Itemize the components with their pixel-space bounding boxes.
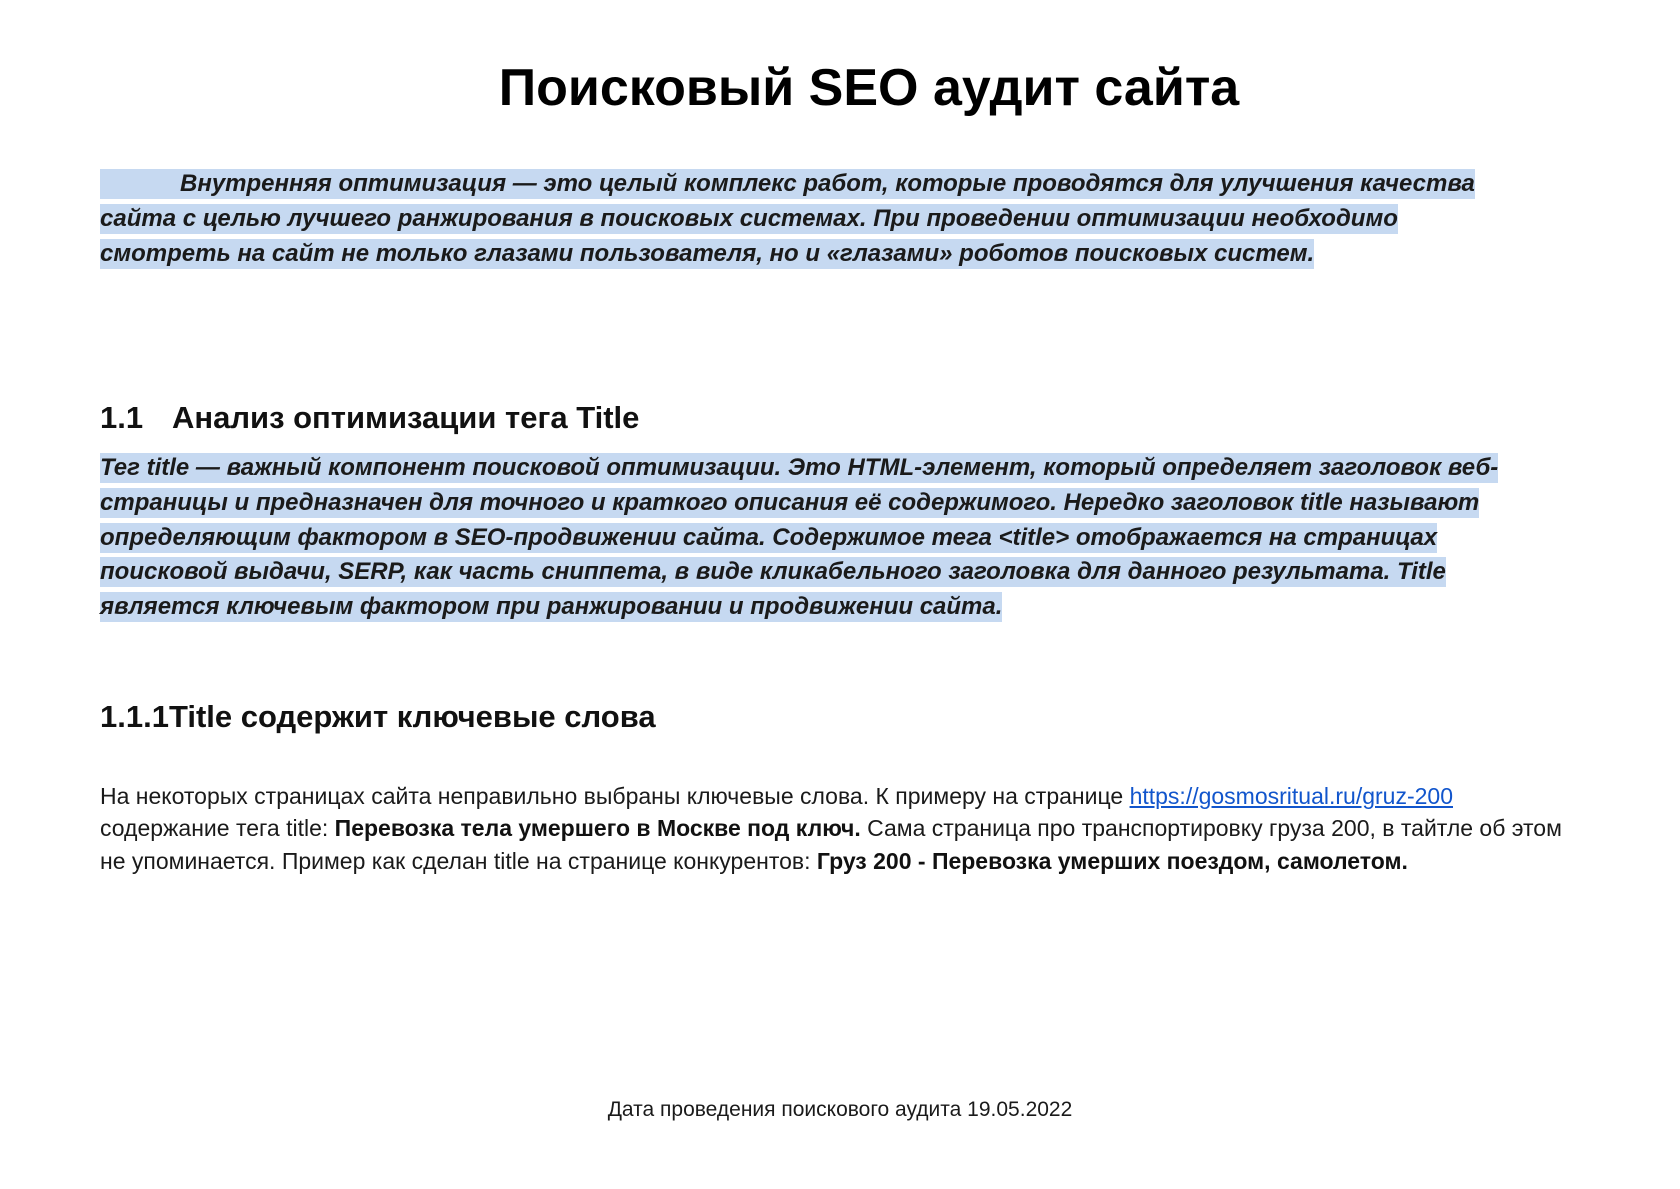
title-tag-description[interactable] — [100, 451, 1550, 625]
competitor-title-example: Груз 200 - Перевозка умерших поездом, самолетом. — [816, 847, 1408, 874]
keywords-finding-paragraph — [100, 780, 1570, 877]
audit-date-footer: Дата проведения поискового аудита 19.05.2022 — [607, 1098, 1073, 1121]
section-heading-1-1-1 — [100, 695, 656, 739]
title-tag-description-text: Тег title — важный компонент поисковой оптимизации. Это HTML-элемент, который определяет заголовок веб-страницы и предназначен для точного и краткого описания её содержимого. Нередко заголовок title называют определяющим фактором в SEO-продвижении сайта. Содержимое тега <title> отображается на страницах поисковой выдачи, SERP, как часть сниппета, в виде кликабельного заголовка для данного результата. Title является ключевым фактором при ранжировании и продвижении сайта. — [100, 454, 1499, 621]
subsection-number: 1.1.1 — [100, 699, 169, 734]
finding-text-1: На некоторых страницах сайта неправильно выбраны ключевые слова. К примеру на странице — [100, 783, 1130, 809]
section-heading-text: Анализ оптимизации тега Title — [172, 400, 640, 435]
intro-paragraph[interactable] — [100, 167, 1490, 271]
intro-text: Внутренняя оптимизация — это целый комплекс работ, которые проводятся для улучшения качества сайта с целью лучшего ранжирования в поисковых системах. При проведении оптимизации необходимо смотреть на сайт не только глазами пользователя, но и «глазами» роботов поисковых систем. — [100, 170, 1475, 267]
finding-text-3: Сама страница про транспортировку груза 200, в тайтле об этом не упоминается. Пример как сделан title на странице конкурентов: — [100, 815, 1562, 874]
document-title: Поисковый SEO аудит сайта — [498, 59, 1240, 117]
section-number: 1.1 — [100, 400, 144, 435]
page-link[interactable]: https://gosmosritual.ru/gruz-200 — [1129, 783, 1453, 809]
current-title-example: Перевозка тела умершего в Москве под ключ. — [334, 815, 861, 842]
finding-text-2: содержание тега title: — [100, 815, 335, 842]
subsection-heading-text: Title содержит ключевые слова — [168, 699, 656, 734]
section-heading-1-1 — [100, 396, 639, 440]
